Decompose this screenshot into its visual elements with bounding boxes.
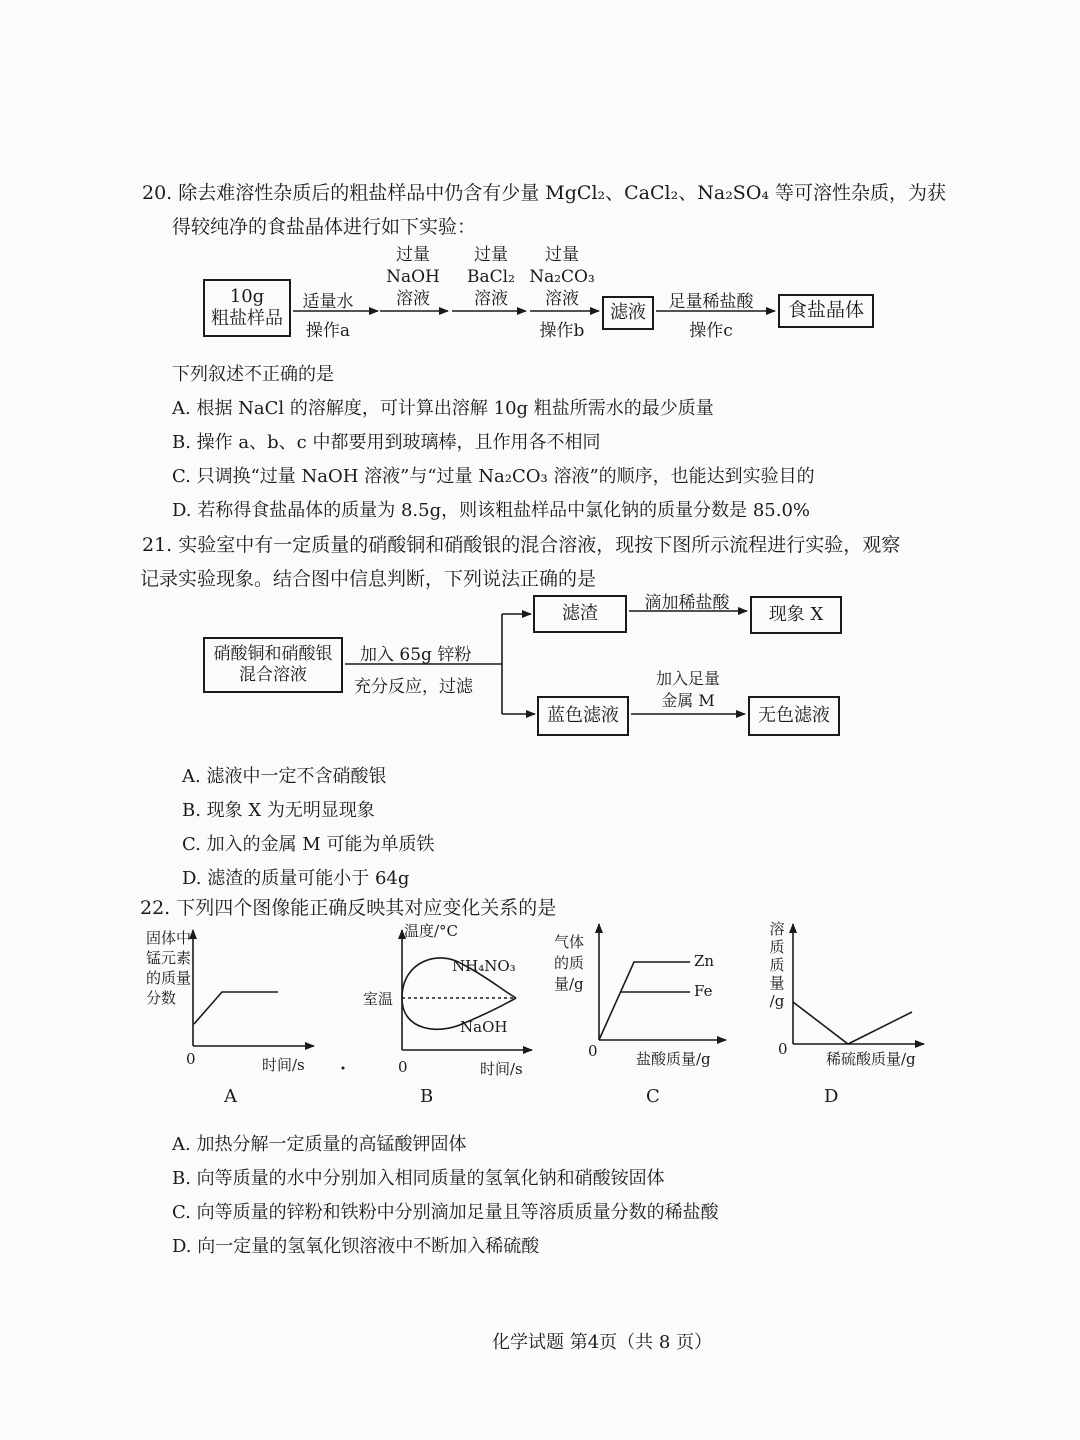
q20-box-salt-crystal-label: 食盐晶体 — [787, 299, 864, 322]
q22-graph-a-caption: A — [224, 1086, 237, 1107]
q22-graph-d-origin: 0 — [778, 1040, 788, 1058]
q22-graph-b-curve-upper — [402, 958, 516, 998]
q21-stem-line2: 记录实验现象。结合图中信息判断，下列说法正确的是 — [140, 568, 597, 590]
q22-graph-d-ylabel-3: 质 — [769, 956, 785, 974]
q22-graph-b-caption: B — [420, 1086, 434, 1107]
q22-graph-d-ylabel-2: 质 — [769, 938, 785, 956]
q21-box-colorless-label: 无色滤液 — [758, 704, 830, 726]
q21-option-a: A. 滤液中一定不含硝酸银 — [182, 766, 387, 787]
q21-box-phenomenon-x-label: 现象 X — [768, 603, 824, 625]
q22-graph-c-fe-label: Fe — [694, 982, 713, 1000]
q21-box-residue-label: 滤渣 — [562, 602, 598, 624]
q22-graph-c-ylabel-2: 的质 — [554, 954, 585, 972]
q20-reagent3-line1: 过量 — [545, 245, 579, 265]
q22-graph-c-caption: C — [646, 1086, 660, 1107]
q21-arrow-blue-line2: 金属 M — [661, 691, 715, 710]
q20-reagent1-line3: 溶液 — [396, 289, 430, 309]
q20-reagent3-line2: Na₂CO₃ — [529, 267, 595, 287]
q22-graph-b-xlabel: 时间/s — [480, 1060, 523, 1078]
q20-stem-line2: 得较纯净的食盐晶体进行如下实验： — [172, 216, 477, 238]
q22-graph-c-zn-label: Zn — [694, 952, 715, 970]
q21-box-mixed-line2: 混合溶液 — [239, 665, 307, 685]
q22-graph-c-ylabel-3: 量/g — [554, 975, 584, 993]
q21-option-b: B. 现象 X 为无明显现象 — [182, 800, 375, 821]
q22-graph-b-curve-lower — [402, 998, 516, 1029]
q22-graph-a-ylabel-1: 固体中 — [146, 929, 192, 947]
q22-graph-d-caption: D — [824, 1086, 839, 1107]
q20-reagent1-line2: NaOH — [386, 267, 440, 287]
q22-graph-d-ylabel-4: 量 — [769, 974, 785, 992]
q21-option-d: D. 滤渣的质量可能小于 64g — [182, 868, 410, 889]
q20-stem-line1: 20. 除去难溶性杂质后的粗盐样品中仍含有少量 MgCl₂、CaCl₂、Na₂SO₄ 等可溶性杂质，为获 — [142, 182, 947, 204]
q22-graph-d-curve — [793, 1002, 912, 1044]
q20-reagent2-line2: BaCl₂ — [467, 267, 515, 287]
q20-box-crude-salt-line2: 粗盐样品 — [211, 308, 283, 329]
q22-option-b: B. 向等质量的水中分别加入相同质量的氢氧化钠和硝酸铵固体 — [172, 1168, 665, 1189]
q22-graph-c-ylabel-1: 气体 — [554, 933, 585, 951]
q20-reagent2-line1: 过量 — [474, 245, 508, 265]
q21-box-blue-label: 蓝色滤液 — [547, 704, 619, 726]
q22-graph-b-curve-upper-label: NH₄NO₃ — [452, 957, 516, 975]
q22-graph-a-xlabel: 时间/s — [262, 1056, 305, 1074]
q22-graph-b-origin: 0 — [398, 1058, 408, 1076]
q20-arrow1-label-bottom: 操作a — [305, 321, 351, 341]
q22-option-c: C. 向等质量的锌粉和铁粉中分别滴加足量且等溶质质量分数的稀盐酸 — [172, 1202, 719, 1223]
q22-graph-b-curve-lower-label: NaOH — [460, 1018, 508, 1036]
q20-option-b: B. 操作 a、b、c 中都要用到玻璃棒，且作用各不相同 — [172, 432, 601, 453]
q22-graph-a-curve — [194, 992, 278, 1024]
page-footer: 化学试题 第4页（共 8 页） — [492, 1332, 713, 1353]
q22-graph-a-ylabel-2: 锰元素 — [146, 949, 192, 967]
q21-arrow-blue-line1: 加入足量 — [655, 669, 720, 688]
q22-option-a: A. 加热分解一定质量的高锰酸钾固体 — [172, 1134, 467, 1155]
q20-arrow4-label-bottom: 操作b — [539, 321, 585, 341]
q20-arrow1-label-top: 适量水 — [302, 292, 354, 312]
q20-prompt: 下列叙述不正确的是 — [172, 364, 334, 385]
q21-arrow-label-top: 加入 65g 锌粉 — [360, 645, 472, 665]
q20-option-d: D. 若称得食盐晶体的质量为 8.5g，则该粗盐样品中氯化钠的质量分数是 85.0% — [172, 500, 811, 521]
q21-option-c: C. 加入的金属 M 可能为单质铁 — [182, 834, 435, 855]
q20-reagent3-line3: 溶液 — [545, 289, 579, 309]
q20-box-crude-salt-line1: 10g — [229, 285, 265, 307]
q20-box-filtrate-label: 滤液 — [610, 301, 646, 323]
q22-graph-c-zn-line — [599, 962, 690, 1040]
q22-graph-b-room-temp: 室温 — [363, 990, 394, 1008]
q20-reagent2-line3: 溶液 — [474, 289, 508, 309]
scan-speck — [342, 1067, 345, 1070]
q21-arrow-residue-label: 滴加稀盐酸 — [644, 593, 730, 613]
q22-stem: 22. 下列四个图像能正确反映其对应变化关系的是 — [140, 897, 557, 919]
q22-graph-d-xlabel: 稀硫酸质量/g — [826, 1050, 916, 1068]
q20-option-a: A. 根据 NaCl 的溶解度，可计算出溶解 10g 粗盐所需水的最少质量 — [172, 398, 714, 419]
q22-option-d: D. 向一定量的氢氧化钡溶液中不断加入稀硫酸 — [172, 1236, 540, 1257]
q20-arrow5-label-bottom: 操作c — [689, 321, 733, 341]
q20-reagent1-line1: 过量 — [396, 245, 430, 265]
q22-graph-c-xlabel: 盐酸质量/g — [636, 1050, 711, 1068]
q22-graph-d-ylabel-1: 溶 — [769, 920, 785, 938]
q21-box-mixed-line1: 硝酸铜和硝酸银 — [213, 643, 333, 664]
q22-graph-a-origin: 0 — [186, 1050, 196, 1068]
q22-graph-c-origin: 0 — [588, 1042, 598, 1060]
q22-graph-b-ylabel: 温度/°C — [404, 922, 459, 940]
q22-graph-d-ylabel-5: /g — [769, 992, 785, 1010]
q22-graph-a-ylabel-4: 分数 — [146, 989, 177, 1007]
q20-option-c: C. 只调换“过量 NaOH 溶液”与“过量 Na₂CO₃ 溶液”的顺序，也能达到实验目的 — [172, 466, 815, 487]
q21-arrow-label-bottom: 充分反应，过滤 — [354, 677, 473, 697]
q21-stem-line1: 21. 实验室中有一定质量的硝酸铜和硝酸银的混合溶液，现按下图所示流程进行实验，观察 — [142, 534, 901, 556]
q22-graph-a-ylabel-3: 的质量 — [146, 969, 192, 987]
q20-arrow5-label-top: 足量稀盐酸 — [668, 292, 754, 312]
